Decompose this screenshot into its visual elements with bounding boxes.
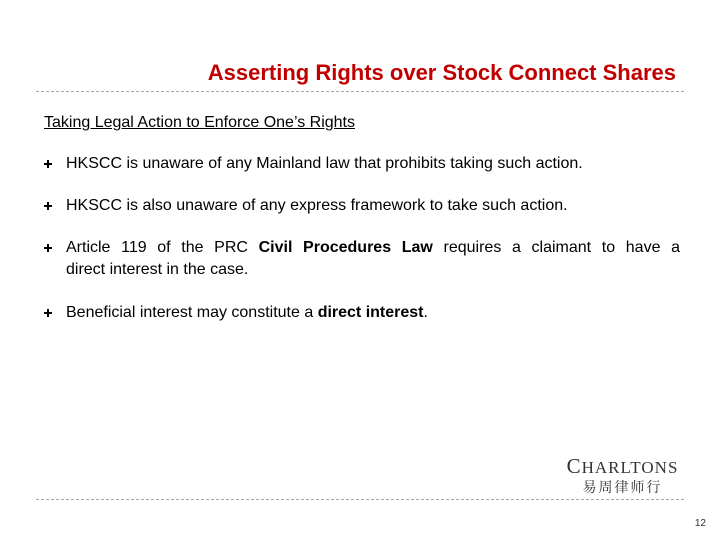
bullet-cross-icon xyxy=(44,309,52,317)
logo-wordmark xyxy=(560,455,685,479)
bullet-text-bold: direct interest xyxy=(317,304,424,321)
bullet-item xyxy=(44,195,680,217)
charltons-logo xyxy=(560,455,685,497)
bullet-text: HKSCC is also unaware of any express framework to take such action. xyxy=(66,197,568,214)
bullet-item xyxy=(44,153,680,175)
logo-rest: HARLTONS xyxy=(581,458,679,477)
top-divider xyxy=(36,91,684,92)
bullet-text-bold: Civil Procedures Law xyxy=(258,239,433,256)
bullet-item xyxy=(44,237,680,281)
slide-title: Asserting Rights over Stock Connect Shares xyxy=(207,60,676,85)
logo-initial: C xyxy=(566,454,582,478)
bullet-cross-icon xyxy=(44,202,52,210)
bullet-item xyxy=(44,302,680,324)
page-number: 12 xyxy=(694,518,706,529)
logo-chinese-name: 易周律师行 xyxy=(582,480,663,496)
bullet-text xyxy=(66,302,680,324)
bottom-divider xyxy=(36,499,684,500)
bullet-text-part: Beneficial interest may constitute a xyxy=(66,304,318,321)
bullet-text: HKSCC is unaware of any Mainland law that prohibits taking such action. xyxy=(66,155,583,172)
section-heading: Taking Legal Action to Enforce One’s Rights xyxy=(44,114,355,131)
bullet-cross-icon xyxy=(44,160,52,168)
bullet-text-part: requires a claimant to have a xyxy=(432,239,681,256)
bullet-text xyxy=(66,237,680,259)
bullet-text-part: Article 119 of the PRC xyxy=(66,239,259,256)
bullet-text-part: . xyxy=(423,304,428,321)
bullet-cross-icon xyxy=(44,244,52,252)
bullet-text-continuation: direct interest in the case. xyxy=(66,261,249,278)
